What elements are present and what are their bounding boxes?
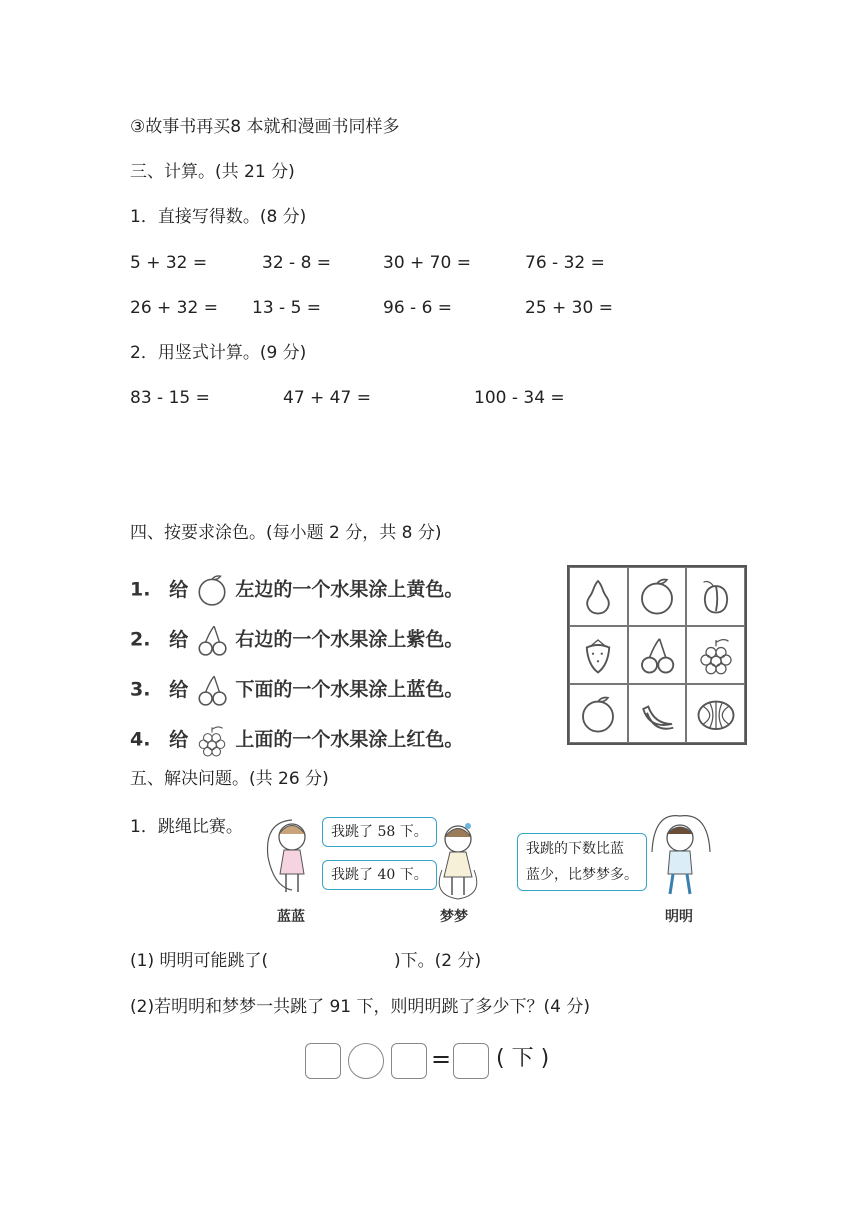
operator-circle[interactable]	[348, 1043, 384, 1079]
grid-cell[interactable]	[686, 684, 745, 743]
child-name: 梦梦	[440, 909, 468, 925]
coloring-item-number: 2.	[130, 628, 151, 651]
orange-icon	[637, 576, 677, 616]
child-illustration-lanlan	[262, 812, 322, 902]
question-5-1-part-a: (1) 明明可能跳了(	[130, 951, 269, 971]
equals-sign: =	[431, 1045, 452, 1073]
cherry-icon	[637, 635, 677, 675]
child-name: 明明	[665, 909, 693, 925]
calc-item: 76 - 32 =	[525, 253, 605, 273]
vertical-calc-item: 83 - 15 =	[130, 388, 210, 408]
vertical-calc-item: 47 + 47 =	[283, 388, 371, 408]
orange-icon	[578, 694, 618, 734]
grid-cell[interactable]	[569, 567, 628, 626]
grid-cell[interactable]	[686, 567, 745, 626]
grid-cell[interactable]	[628, 626, 687, 685]
peach-icon	[696, 576, 736, 616]
coloring-item-prefix: 给	[169, 578, 189, 601]
answer-blank[interactable]	[298, 950, 393, 972]
calc-item: 32 - 8 =	[262, 253, 332, 273]
calc-item: 96 - 6 =	[383, 298, 453, 318]
cherry-icon	[195, 623, 229, 657]
vertical-calc-item: 100 - 34 =	[474, 388, 565, 408]
coloring-item-number: 1.	[130, 578, 151, 601]
banana-icon	[637, 694, 677, 734]
section-5-q1: 1．跳绳比赛。	[130, 817, 243, 837]
grid-cell[interactable]	[569, 626, 628, 685]
coloring-item-prefix: 给	[169, 628, 189, 651]
answer-box[interactable]	[305, 1043, 341, 1079]
child-illustration-mengmeng	[428, 815, 488, 905]
grid-cell[interactable]	[628, 567, 687, 626]
coloring-item-prefix: 给	[169, 678, 189, 701]
question-5-2: (2)若明明和梦梦一共跳了 91 下，则明明跳了多少下？(4 分)	[130, 997, 591, 1017]
watermelon-icon	[696, 694, 736, 734]
calc-item: 25 + 30 =	[525, 298, 613, 318]
coloring-item-text: 下面的一个水果涂上蓝色。	[235, 678, 464, 701]
answer-box[interactable]	[453, 1043, 489, 1079]
speech-bubble: 我跳了 58 下。	[322, 817, 437, 847]
calc-item: 26 + 32 =	[130, 298, 218, 318]
coloring-item-number: 3.	[130, 678, 151, 701]
speech-bubble: 我跳了 40 下。	[322, 860, 437, 890]
child-illustration-mingming	[640, 812, 720, 902]
coloring-item-text: 左边的一个水果涂上黄色。	[235, 578, 464, 601]
item-3: ③故事书再买8 本就和漫画书同样多	[130, 117, 400, 137]
grapes-icon	[696, 635, 736, 675]
section-4-title: 四、按要求涂色。(每小题 2 分，共 8 分)	[130, 523, 442, 543]
calc-item: 30 + 70 =	[383, 253, 471, 273]
child-name: 蓝蓝	[277, 909, 305, 925]
grid-cell[interactable]	[569, 684, 628, 743]
pear-icon	[578, 576, 618, 616]
coloring-item-prefix: 给	[169, 728, 189, 751]
strawberry-icon	[578, 635, 618, 675]
grid-cell[interactable]	[628, 684, 687, 743]
grapes-icon	[195, 723, 229, 757]
calc-item: 5 + 32 =	[130, 253, 208, 273]
speech-bubble-line: 蓝少，比梦梦多。	[526, 867, 638, 883]
section-3-q2: 2．用竖式计算。(9 分)	[130, 343, 307, 363]
answer-box[interactable]	[391, 1043, 427, 1079]
coloring-item-text: 上面的一个水果涂上红色。	[235, 728, 464, 751]
orange-icon	[195, 573, 229, 607]
coloring-item-text: 右边的一个水果涂上紫色。	[235, 628, 464, 651]
coloring-item-number: 4.	[130, 728, 151, 751]
section-3-q1: 1．直接写得数。(8 分)	[130, 207, 307, 227]
unit-label: ( 下 )	[496, 1046, 550, 1071]
speech-bubble-line: 我跳的下数比蓝	[526, 841, 624, 857]
section-5-title: 五、解决问题。(共 26 分)	[130, 769, 329, 789]
section-3-title: 三、计算。(共 21 分)	[130, 162, 295, 182]
speech-bubble	[517, 833, 647, 891]
grid-cell[interactable]	[686, 626, 745, 685]
fruit-grid	[567, 565, 747, 745]
question-5-1-part-b: )下。(2 分)	[394, 951, 482, 971]
calc-item: 13 - 5 =	[252, 298, 322, 318]
cherry-icon	[195, 673, 229, 707]
